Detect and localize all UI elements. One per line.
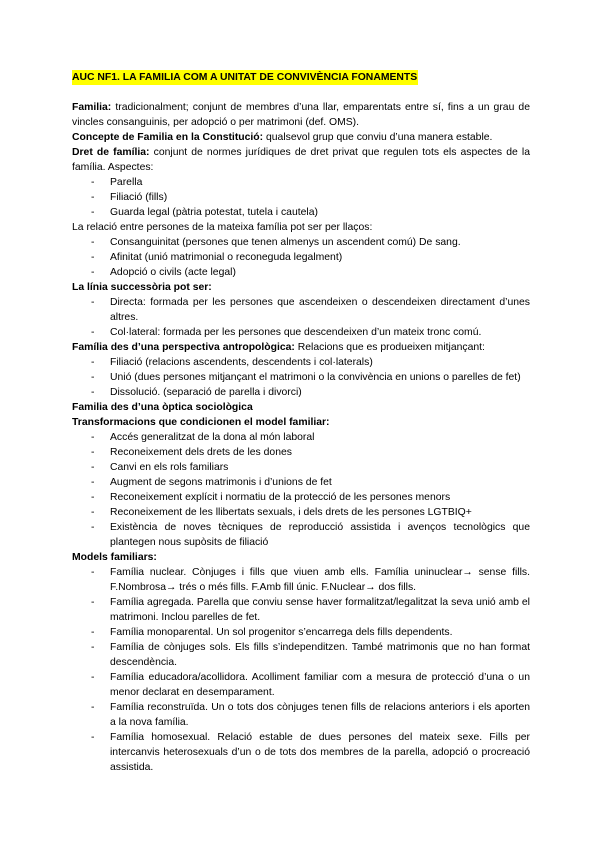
- dret-list: [72, 175, 530, 220]
- antropologica-list: [72, 355, 530, 400]
- list-item: - Família nuclear. Cònjuges i fills que viuen amb ells. Família uninuclear→ sense fills. F.Nombrosa→ trés o més fills. F.Amb fill únic. F.Nuclear→ dos fills.: [72, 565, 530, 595]
- list-item: - Família agregada. Parella que conviu sense haver formalitzat/legalitzat la seva unió amb el matrimoni. Inclou parelles de fet.: [72, 595, 530, 625]
- constitucio-text: qualsevol grup que conviu d’una manera estable.: [263, 132, 493, 143]
- constitucio-label: Concepte de Familia en la Constitució:: [72, 132, 264, 143]
- list-item: - Filiació (relacions ascendents, descendents i col·laterals): [72, 355, 530, 370]
- list-item: - Reconeixement dels drets de les dones: [72, 445, 530, 460]
- antropologica-text: Relacions que es produeixen mitjançant:: [294, 342, 485, 353]
- transformacions-heading: Transformacions que condicionen el model familiar:: [72, 417, 330, 428]
- linia-heading: La línia successòria pot ser:: [72, 282, 212, 293]
- dret-label: Dret de família:: [72, 147, 150, 158]
- list-item: - Guarda legal (pàtria potestat, tutela i cautela): [72, 205, 530, 220]
- list-item: - Adopció o civils (acte legal): [72, 265, 530, 280]
- familia-definition: [72, 100, 530, 130]
- transformacions-list: [72, 430, 530, 550]
- constitucio-definition: [72, 130, 530, 145]
- list-item: - Consanguinitat (persones que tenen almenys un ascendent comú) De sang.: [72, 235, 530, 250]
- list-item: - Família educadora/acollidora. Acolliment familiar com a mesura de protecció d’una o un menor declarat en desemparament.: [72, 670, 530, 700]
- linia-list: [72, 295, 530, 340]
- list-item: - Canvi en els rols familiars: [72, 460, 530, 475]
- document-page: [72, 70, 530, 775]
- list-item: - Augment de segons matrimonis i d’unions de fet: [72, 475, 530, 490]
- list-item: - Dissolució. (separació de parella i divorci): [72, 385, 530, 400]
- models-heading: Models familiars:: [72, 552, 157, 563]
- sociologica-heading: Familia des d’una òptica sociològica: [72, 402, 253, 413]
- list-item: - Reconeixement de les llibertats sexuals, i dels drets de les persones LGTBIQ+: [72, 505, 530, 520]
- antropologica-label: Família des d’una perspectiva antropològica:: [72, 342, 295, 353]
- list-item: - Accés generalitzat de la dona al món laboral: [72, 430, 530, 445]
- list-item: - Existència de noves tècniques de reproducció assistida i avenços tecnològics que plantegen nous supòsits de filiació: [72, 520, 530, 550]
- list-item: - Parella: [72, 175, 530, 190]
- list-item: - Directa: formada per les persones que ascendeixen o descendeixen directament d’unes altres.: [72, 295, 530, 325]
- familia-text: tradicionalment; conjunt de membres d’una llar, emparentats entre sí, fins a un grau de vincles consanguinis, per adopció o per matrimoni (def. OMS).: [72, 102, 530, 128]
- list-item: - Filiació (fills): [72, 190, 530, 205]
- list-item: - Col·lateral: formada per les persones que descendeixen d’un mateix tronc comú.: [72, 325, 530, 340]
- document-title: AUC NF1. LA FAMILIA COM A UNITAT DE CONVIVÈNCIA FONAMENTS: [72, 72, 418, 83]
- relacio-text: La relació entre persones de la mateixa família pot ser per llaços:: [72, 222, 373, 233]
- list-item: - Família monoparental. Un sol progenitor s’encarrega dels fills dependents.: [72, 625, 530, 640]
- antropologica-definition: [72, 340, 530, 355]
- list-item: - Família homosexual. Relació estable de dues persones del mateix sexe. Fills per intercanvis heterosexuals d’un o de tots dos membres de la parella, adopció o procreació assistida.: [72, 730, 530, 775]
- list-item: - Unió (dues persones mitjançant el matrimoni o la convivència en unions o parelles de fet): [72, 370, 530, 385]
- list-item: - Família reconstruïda. Un o tots dos cònjuges tenen fills de relacions anteriors i els aporten a la nova família.: [72, 700, 530, 730]
- familia-label: Familia:: [72, 102, 112, 113]
- relacio-list: [72, 235, 530, 280]
- dret-definition: [72, 145, 530, 175]
- list-item: - Afinitat (unió matrimonial o reconeguda legalment): [72, 250, 530, 265]
- list-item: - Reconeixement explícit i normatiu de la protecció de les persones menors: [72, 490, 530, 505]
- list-item: - Família de cònjuges sols. Els fills s’independitzen. També matrimonis que no han format descendència.: [72, 640, 530, 670]
- models-list: [72, 565, 530, 775]
- dret-text: conjunt de normes jurídiques de dret privat que regulen tots els aspectes de la família. Aspectes:: [72, 147, 530, 173]
